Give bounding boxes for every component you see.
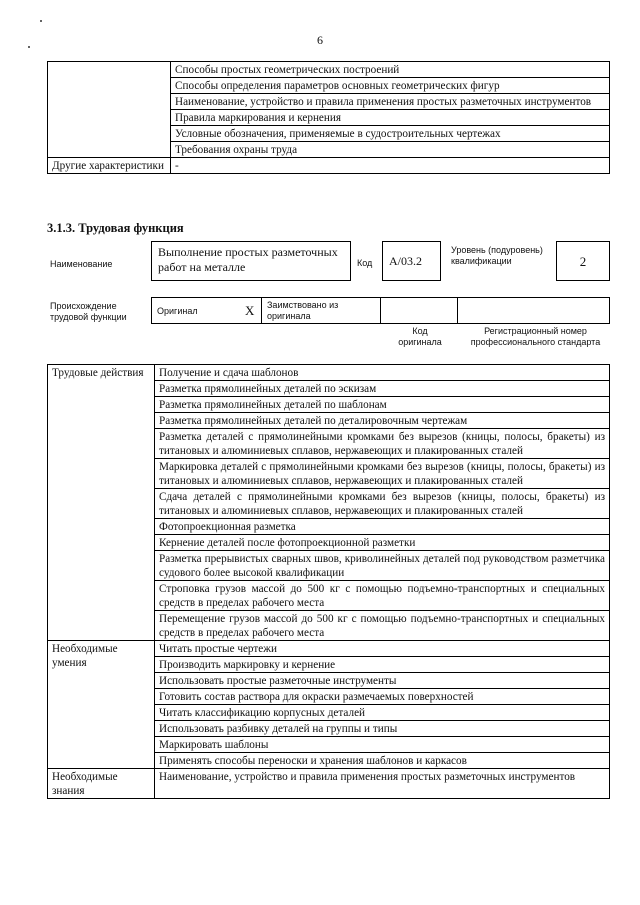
list-item: Наименование, устройство и правила применения простых разметочных инструментов <box>155 769 610 799</box>
scan-speck <box>28 46 30 48</box>
list-item: Условные обозначения, применяемые в судостроительных чертежах <box>171 126 610 142</box>
list-item: Разметка прямолинейных деталей по деталировочным чертежам <box>155 413 610 429</box>
qualification-level-value: 2 <box>579 254 587 269</box>
required-knowledge-label: Необходимые знания <box>48 769 155 799</box>
list-item: Разметка прямолинейных деталей по эскизам <box>155 381 610 397</box>
list-item: Наименование, устройство и правила применения простых разметочных инструментов <box>171 94 610 110</box>
list-item: Производить маркировку и кернение <box>155 657 610 673</box>
list-item: Готовить состав раствора для окраски размечаемых поверхностей <box>155 689 610 705</box>
name-label: Наименование <box>50 259 113 269</box>
labor-function-table <box>47 364 610 799</box>
list-item: Строповка грузов массой до 500 кг с помощью подъемно-транспортных и специальных средств в пределах рабочего места <box>155 581 610 611</box>
code-value: A/03.2 <box>389 254 422 268</box>
list-item: Сдача деталей с прямолинейными кромками без вырезов (кницы, полосы, бракеты) из титановых и алюминиевых сплавов, нержавеющих и плакированных сталей <box>155 489 610 519</box>
function-name-box <box>151 241 351 281</box>
table-row <box>48 769 610 799</box>
list-item: Разметка деталей с прямолинейными кромками без вырезов (кницы, полосы, бракеты) из титановых и алюминиевых сплавов, нержавеющих и плакированных сталей <box>155 429 610 459</box>
other-characteristics-label: Другие характеристики <box>48 158 171 174</box>
section-heading: 3.1.3. Трудовая функция <box>47 221 184 235</box>
list-item: Маркировать шаблоны <box>155 737 610 753</box>
origin-code-caption: Код оригинала <box>398 326 442 347</box>
list-item: Применять способы переноски и хранения шаблонов и каркасов <box>155 753 610 769</box>
knowledge-table-continued <box>47 61 610 174</box>
scan-speck <box>40 20 42 22</box>
code-label: Код <box>357 258 373 268</box>
list-item: Использовать разбивку деталей на группы и типы <box>155 721 610 737</box>
borrowed-cell <box>262 298 381 323</box>
list-item: Правила маркирования и кернения <box>171 110 610 126</box>
list-item: Способы простых геометрических построений <box>171 62 610 78</box>
list-item: Разметка прямолинейных деталей по шаблонам <box>155 397 610 413</box>
borrowed-label: Заимствовано из оригинала <box>267 300 339 321</box>
origin-label: Происхождение трудовой функции <box>50 301 127 322</box>
registration-number-caption: Регистрационный номер профессионального стандарта <box>470 326 601 347</box>
origin-code-cell <box>381 298 458 323</box>
list-item: Разметка прерывистых сварных швов, криволинейных деталей под руководством разметчика судового более высокой квалификации <box>155 551 610 581</box>
list-item: Перемещение грузов массой до 500 кг с помощью подъемно-транспортных и специальных средств в пределах рабочего места <box>155 611 610 641</box>
function-name-value: Выполнение простых разметочных работ на металле <box>158 245 338 274</box>
qualification-level-label: Уровень (подуровень) квалификации <box>451 245 543 266</box>
registration-number-cell <box>458 298 609 323</box>
list-item: Фотопроекционная разметка <box>155 519 610 535</box>
list-item: Маркировка деталей с прямолинейными кромками без вырезов (кницы, полосы, бракеты) из титановых и алюминиевых сплавов, нержавеющих и плакированных сталей <box>155 459 610 489</box>
list-item: Получение и сдача шаблонов <box>155 365 610 381</box>
list-item: Способы определения параметров основных геометрических фигур <box>171 78 610 94</box>
empty-label-cell <box>48 62 171 158</box>
origin-row <box>151 297 610 324</box>
table-row <box>48 62 610 78</box>
original-mark: X <box>245 303 255 318</box>
table-row <box>48 365 610 381</box>
original-label: Оригинал <box>157 306 198 316</box>
required-skills-label: Необходимые умения <box>48 641 155 769</box>
list-item: Читать классификацию корпусных деталей <box>155 705 610 721</box>
qualification-level-box <box>556 241 610 281</box>
page-number: 6 <box>317 33 323 47</box>
labor-actions-label: Трудовые действия <box>48 365 155 641</box>
original-cell <box>152 298 262 323</box>
table-row <box>48 641 610 657</box>
other-characteristics-value: - <box>171 158 610 174</box>
table-row <box>48 158 610 174</box>
list-item: Читать простые чертежи <box>155 641 610 657</box>
list-item: Использовать простые разметочные инструменты <box>155 673 610 689</box>
list-item: Кернение деталей после фотопроекционной разметки <box>155 535 610 551</box>
list-item: Требования охраны труда <box>171 142 610 158</box>
code-box <box>382 241 441 281</box>
